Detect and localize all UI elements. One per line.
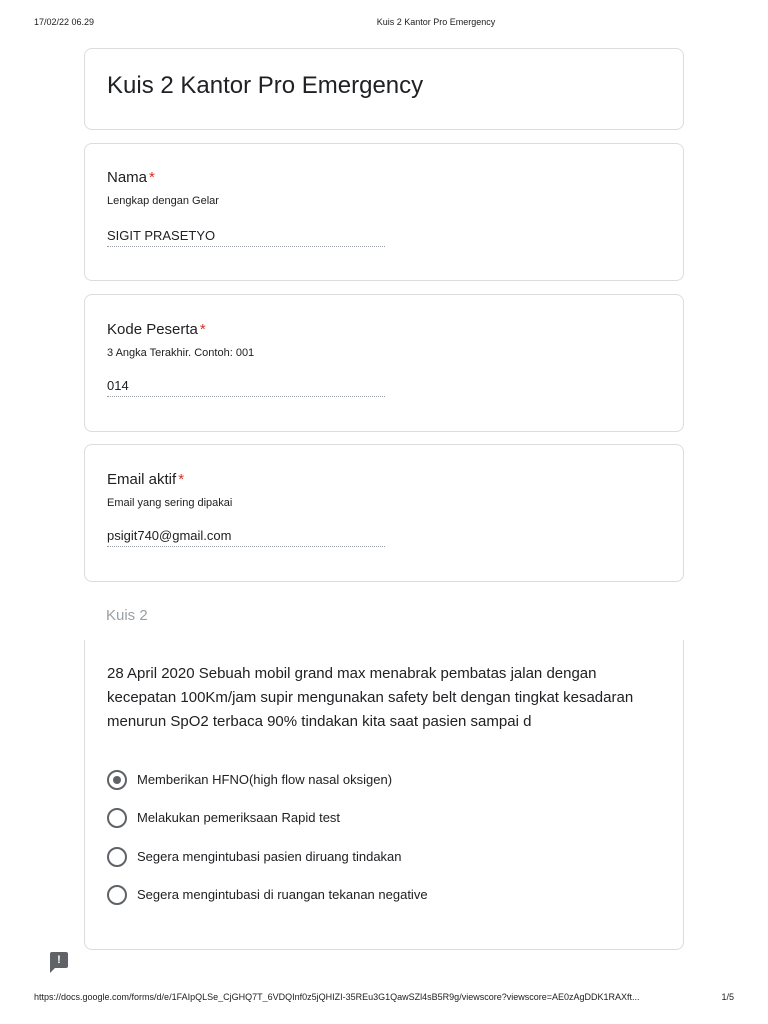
question-label [107,169,155,186]
question-help-text: Email yang sering dipakai [107,497,233,509]
question-label-text: Email aktif [107,471,177,488]
form-header-card [84,48,684,130]
question-card-email [84,444,684,582]
quiz-option-label: Memberikan HFNO(high flow nasal oksigen) [137,772,393,787]
radio-button[interactable] [107,885,127,905]
print-footer [0,992,768,1006]
quiz-question-text: 28 April 2020 Sebuah mobil grand max menabrak pembatas jalan dengan kecepatan 100Km/jam supir mengunakan safety belt dengan tingkat kesadaran menurun SpO2 terbaca 90% tindakan kita saat pasien sampai d [107,665,634,730]
question-help-text: 3 Angka Terakhir. Contoh: 001 [107,347,255,359]
quiz-option-label: Segera mengintubasi pasien diruang tindakan [137,849,402,864]
radio-button[interactable] [107,808,127,828]
required-asterisk: * [178,471,185,488]
answer-kode-peserta: 014 [107,378,385,397]
print-url: https://docs.google.com/forms/d/e/1FAIpQLSe_CjGHQ7T_6VDQInf0z5jQHIZI-35REu3G1QawSZl4sB5R9g/viewscore?viewscore=AE0zAgDDK1RAXft... [34,992,640,1002]
question-card-kode-peserta [84,294,684,432]
form-title: Kuis 2 Kantor Pro Emergency [107,72,424,99]
question-help-text: Lengkap dengan Gelar [107,195,219,207]
required-asterisk: * [149,169,155,186]
print-title: Kuis 2 Kantor Pro Emergency [376,17,496,27]
question-card-nama [84,143,684,281]
radio-button[interactable] [107,770,127,790]
question-label-text: Nama [107,169,148,186]
quiz-option-label: Segera mengintubasi di ruangan tekanan negative [137,887,428,902]
radio-button[interactable] [107,847,127,867]
question-label [107,321,206,338]
required-asterisk: * [199,321,206,338]
feedback-glyph: ! [57,954,61,966]
print-date: 17/02/22 06.29 [34,17,95,27]
answer-nama: SIGIT PRASETYO [107,228,385,247]
question-label [107,471,184,488]
section-title: Kuis 2 [106,607,148,624]
feedback-icon[interactable] [50,952,68,968]
page-number: 1/5 [721,992,734,1002]
print-header [0,17,768,31]
answer-email: psigit740@gmail.com [107,528,385,547]
quiz-question-card [84,640,684,950]
question-label-text: Kode Peserta [107,321,198,338]
quiz-option-label: Melakukan pemeriksaan Rapid test [137,810,341,825]
